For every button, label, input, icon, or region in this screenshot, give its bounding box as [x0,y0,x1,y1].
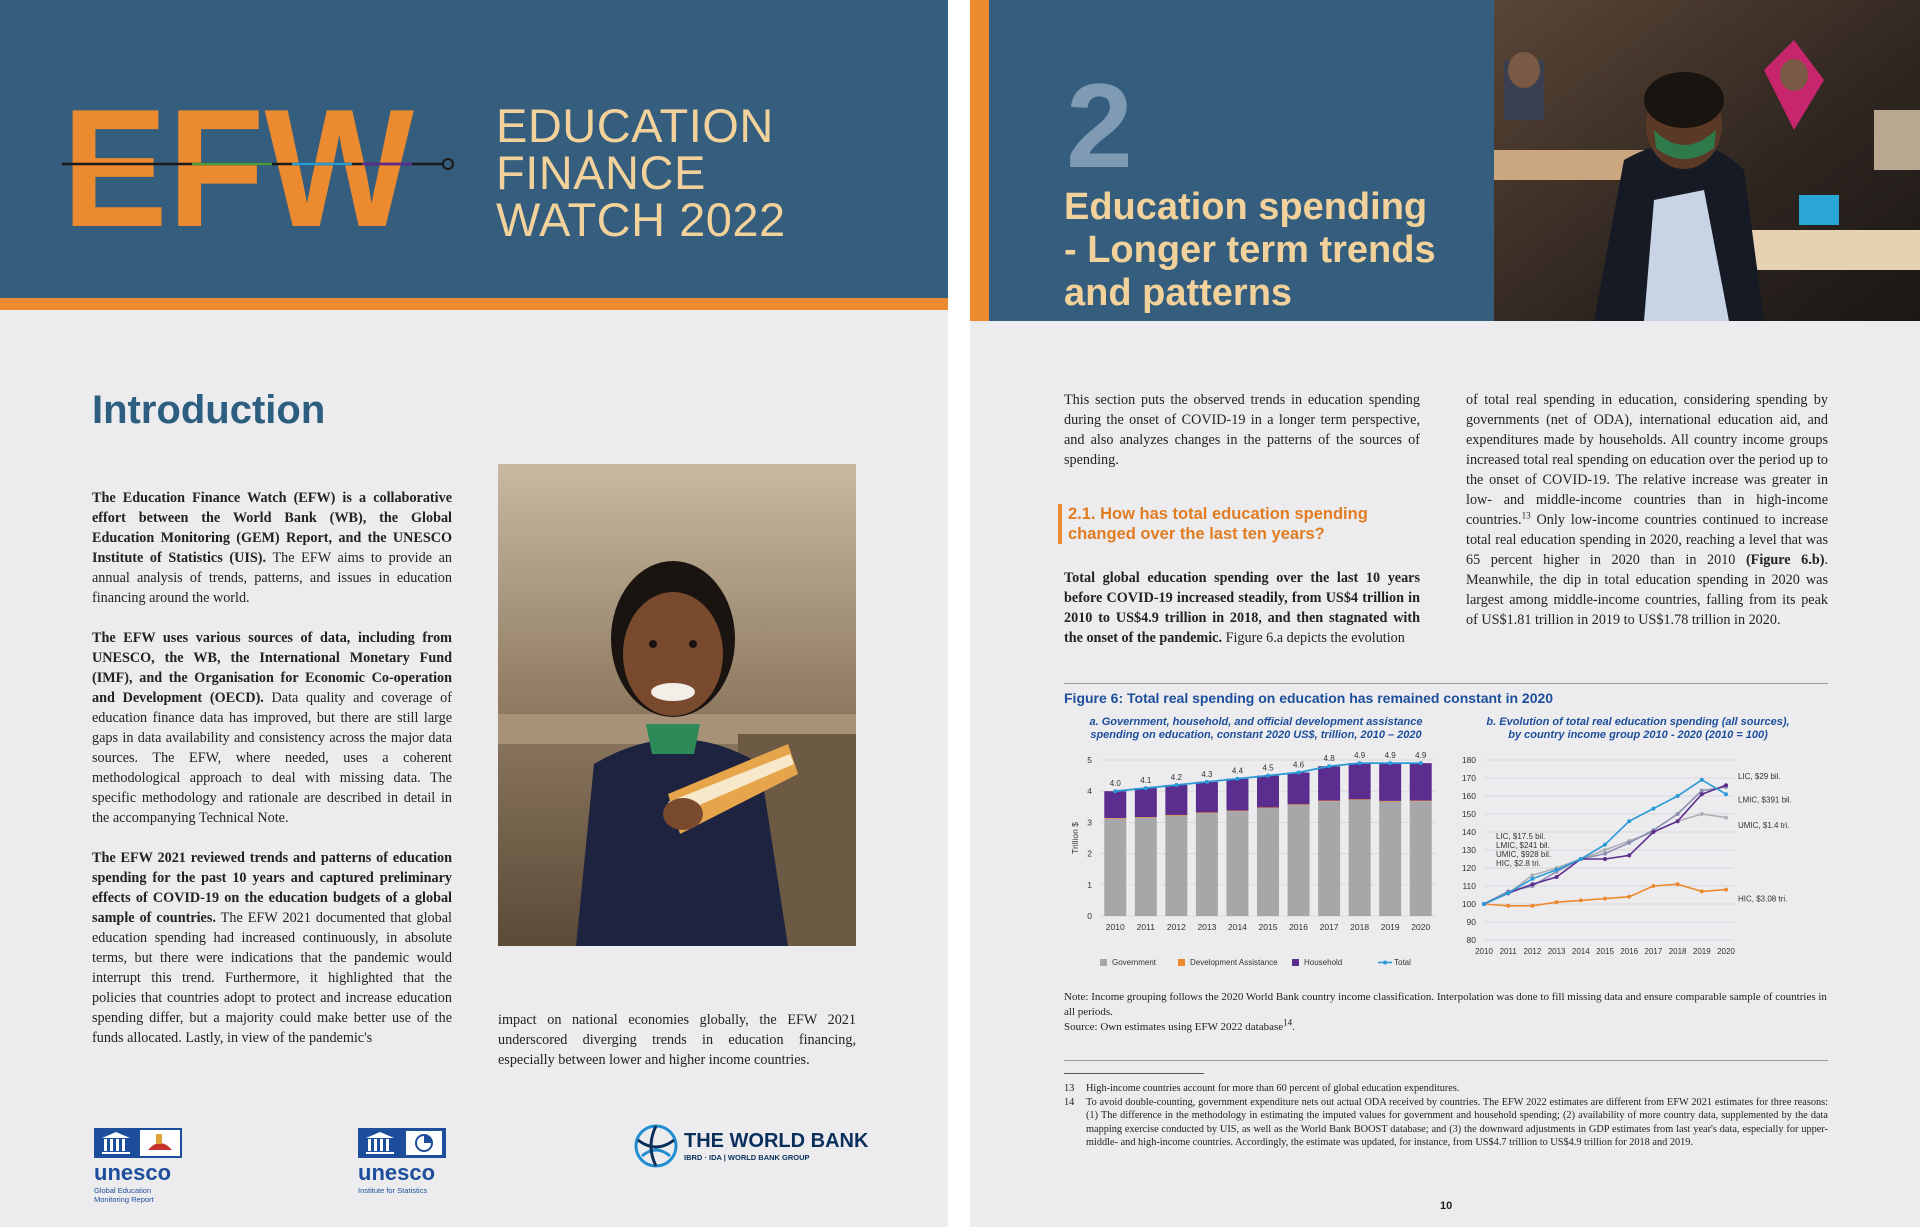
legend-label: Development Assistance [1190,958,1278,967]
data-label: 4.0 [1109,779,1121,789]
series-point [1603,852,1607,856]
y-tick-label: 2 [1087,848,1092,859]
paragraph [92,628,452,828]
series-point [1555,868,1559,872]
legend-label: Total [1394,958,1411,967]
series-point [1579,898,1583,902]
y-tick-label: 140 [1461,827,1476,837]
series-point [1651,807,1655,811]
x-tick-label: 2015 [1596,947,1614,956]
series-point [1555,900,1559,904]
figure-divider [1064,683,1828,684]
bar-segment [1104,791,1126,818]
y-tick-label: 150 [1461,809,1476,819]
footnote-number: 13 [1064,1083,1075,1094]
x-tick-label: 2018 [1350,922,1370,932]
footnote-ref[interactable]: 13 [1521,510,1531,521]
bar-segment [1165,815,1187,816]
section-heading: 2.1. How has total education spending changed over the last ten years? [1058,504,1408,544]
x-tick-label: 2020 [1717,947,1735,956]
footnote-rule [1064,1073,1204,1074]
total-point [1327,764,1331,768]
bar-segment [1135,818,1157,916]
x-tick-label: 2017 [1644,947,1663,956]
section-column-1-continued [1064,568,1420,668]
bar-segment [1135,788,1157,817]
introduction-heading: Introduction [92,388,326,432]
chapter-title [1064,186,1436,315]
chart-a-title [1066,716,1446,742]
end-label: LIC, $29 bil. [1738,772,1781,782]
paragraph [1064,568,1420,648]
footnotes [1064,1082,1828,1150]
x-tick-label: 2012 [1523,947,1542,956]
total-point [1297,770,1301,774]
y-tick-label: 130 [1461,845,1476,855]
bar-segment [1196,812,1218,813]
bar-segment [1318,766,1340,800]
x-tick-label: 2016 [1620,947,1639,956]
y-tick-label: 5 [1087,755,1092,765]
bar-segment [1349,800,1371,916]
y-tick-label: 1 [1087,879,1092,890]
bar-segment [1257,807,1279,808]
y-tick-label: 170 [1461,773,1476,783]
series-point [1530,882,1534,886]
legend-label: Government [1112,958,1157,967]
series-point [1724,888,1728,892]
series-point [1627,853,1631,857]
series-point [1700,789,1704,793]
figure-divider-bottom [1064,1060,1828,1061]
data-label: 4.5 [1262,763,1274,773]
legend-swatch [1383,961,1387,965]
x-tick-label: 2018 [1668,947,1687,956]
series-point [1676,819,1680,823]
efw-logo [62,76,470,246]
series-point [1627,895,1631,899]
bar-segment [1196,813,1218,916]
x-tick-label: 2017 [1319,922,1339,932]
paragraph-text: Only low-income countries continued to increase total real education spending in 2020, reaching a level that was 65 percent higher in 2020 than in 2010 [1466,512,1828,568]
paragraph [1466,390,1828,630]
bar-segment [1379,801,1401,802]
chart-title-line: a. Government, household, and official development assistance [1089,716,1423,728]
paragraph-text: Figure 6.a depicts the evolution [1222,630,1405,646]
bar-segment [1257,808,1279,916]
unesco-wordmark: unesco [94,1160,172,1185]
x-tick-label: 2016 [1289,922,1309,932]
series-point [1530,873,1534,877]
start-label: LIC, $17.5 bil. [1496,832,1546,842]
unesco-uis-subtitle [358,1186,427,1195]
section-column-2 [1466,390,1828,650]
paragraph-lead: Total global education spending over the last 10 years before COVID-19 increased steadily, from US$4 trillion in 2010 to US$4.9 trillion in 2018, and then stagnated with the onset of the pandemic. [1064,570,1420,646]
left-page [0,0,948,1227]
y-tick-label: 3 [1087,817,1092,828]
report-title-line: EDUCATION [496,99,774,152]
header-accent-stripe [0,298,948,310]
series-point [1603,843,1607,847]
data-label: 4.9 [1415,751,1427,761]
report-title-line: FINANCE [496,146,706,199]
paragraph-text: The EFW 2021 documented that global education spending had increased continuously, in absolute terms, but there were indications that the pandemic would interrupt this trend. Furthermore, it highlighted that the policies that countries adopt to protect and increase education spending differ, but a majority could make better use of the funds allocated. Lastly, in view of the pandemic's [92,910,452,1046]
chart-title-line: spending on education, constant 2020 US$, trillion, 2010 – 2020 [1090,729,1422,741]
bar-segment [1349,799,1371,800]
series-point [1676,812,1680,816]
series-point [1724,792,1728,796]
y-tick-label: 180 [1461,755,1476,765]
paragraph-lead: The Education Finance Watch (EFW) is a collaborative effort between the World Bank (WB), the Global Education Monitoring (GEM) Report, and the UNESCO Institute of Statistics (UIS). [92,490,452,566]
series-point [1482,902,1486,906]
total-point [1205,780,1209,784]
unesco-temple-icon [358,1128,446,1158]
data-label: 4.4 [1231,766,1244,776]
paragraph-text: Data quality and coverage of education finance data has improved, but there are still large gaps in data availability and consistency across the major data sources. The EFW, where needed, uses a coherent methodological approach to deal with missing data. The specific methodology and rationale are described in detail in the accompanying Technical Note. [92,690,452,826]
legend-swatch [1292,959,1299,966]
bar-segment [1410,801,1432,802]
series-point [1700,792,1704,796]
total-point [1358,761,1362,765]
bar-segment [1410,801,1432,916]
bar-segment [1104,818,1126,819]
total-point [1266,774,1270,778]
series-point [1530,904,1534,908]
chapter-title-line: Education spending [1064,186,1428,228]
logo-subtitle-line: Monitoring Report [94,1195,154,1204]
end-label: HIC, $3.08 tri. [1738,894,1788,904]
data-label: 4.3 [1201,769,1213,779]
data-label: 4.8 [1323,754,1335,764]
total-point [1235,777,1239,781]
series-point [1724,783,1728,787]
series-point [1627,841,1631,845]
bar-segment [1104,819,1126,916]
y-axis-label: Trillion $ [1070,822,1080,854]
series-point [1700,778,1704,782]
data-label: 4.9 [1384,751,1396,761]
bar-segment [1135,817,1157,818]
world-bank-name: THE WORLD BANK [684,1130,869,1152]
series-point [1724,816,1728,820]
y-tick-label: 90 [1466,917,1476,927]
legend-swatch [1178,959,1185,966]
classroom-photo [1494,0,1920,321]
total-point [1174,783,1178,787]
paragraph [92,848,452,1048]
total-point [1419,761,1423,765]
series-point [1676,882,1680,886]
footnote [1064,1096,1828,1150]
series-point [1506,904,1510,908]
series-point [1651,884,1655,888]
bar-segment [1379,763,1401,801]
bar-segment [1226,779,1248,811]
girl-with-book-photo [498,464,856,946]
unesco-gem-subtitle [94,1186,154,1204]
figure-note [1064,990,1828,1035]
paragraph-text: of total real spending in education, considering spending by governments (net of ODA), international education aid, and expenditures made by households. All country income groups increased total real spending on education over the period up to the onset of COVID-19. The relative increase was greater in low- and middle-income countries than in high-income countries. [1466,392,1828,528]
report-title-line: WATCH 2022 [496,193,786,246]
bar-segment [1165,816,1187,916]
figure-title: Figure 6: Total real spending on education has remained constant in 2020 [1064,690,1554,706]
source-text: Source: Own estimates using EFW 2022 database [1064,1021,1284,1033]
data-label: 4.9 [1354,751,1366,761]
start-label: LMIC, $241 bil. [1496,841,1550,851]
series-point [1530,877,1534,881]
y-tick-label: 0 [1087,911,1092,921]
right-page [970,0,1920,1227]
data-label: 4.6 [1292,760,1305,770]
introduction-column-1 [92,488,452,1068]
page-number: 10 [1440,1200,1453,1212]
x-tick-label: 2010 [1105,922,1125,932]
logo-subtitle-line: Institute for Statistics [358,1186,428,1195]
chart-a-stacked-bars [1064,748,1444,978]
x-tick-label: 2011 [1136,922,1155,932]
y-tick-label: 80 [1466,935,1476,945]
x-tick-label: 2012 [1166,922,1186,932]
bar-segment [1379,801,1401,916]
series-point [1506,891,1510,895]
footnote-text: High-income countries account for more than 60 percent of global education expenditures. [1086,1083,1460,1094]
x-tick-label: 2013 [1197,922,1217,932]
unesco-temple-icon [94,1128,182,1158]
series-point [1603,848,1607,852]
series-point [1700,812,1704,816]
introduction-column-2: impact on national economies globally, the EFW 2021 underscored diverging trends in education financing, especially between lower and higher income countries. [498,1012,856,1068]
x-tick-label: 2019 [1692,947,1711,956]
paragraph [92,488,452,608]
bar-segment [1226,811,1248,916]
note-line: Note: Income grouping follows the 2020 World Bank country income classification. Interpolation was done to fill missing data and ensure comparable sample of countries in all periods. [1064,991,1827,1018]
bar-segment [1165,785,1187,815]
footnote-ref[interactable]: 14 [1283,1017,1293,1028]
x-tick-label: 2010 [1475,947,1493,956]
series-point [1555,875,1559,879]
chapter-title-line: and patterns [1064,272,1293,314]
chart-b-index-lines [1448,748,1832,978]
x-tick-label: 2020 [1411,922,1431,932]
footnote-number: 14 [1064,1096,1075,1108]
bar-segment [1288,772,1310,804]
bar-segment [1226,811,1248,812]
chart-title-line: by country income group 2010 - 2020 (2010 = 100) [1508,729,1768,741]
y-tick-label: 110 [1462,881,1476,891]
bar-segment [1349,763,1371,799]
report-title [496,99,786,246]
x-tick-label: 2014 [1227,922,1247,932]
x-tick-label: 2014 [1571,947,1590,956]
paragraph-text: The EFW aims to provide an annual analysis of trends, patterns, and issues in education financing around the world. [92,550,452,606]
bar-segment [1288,805,1310,916]
y-tick-label: 4 [1087,786,1092,797]
footnote [1064,1082,1828,1096]
paragraph-text: . Meanwhile, the dip in total education spending in 2020 was largest among middle-income countries, falling from its peak of US$1.81 trillion in 2019 to US$1.78 trillion in 2020. [1466,552,1828,628]
svg-text:EFW: EFW [62,76,415,246]
y-tick-label: 100 [1461,899,1476,909]
y-tick-label: 120 [1461,863,1476,873]
data-label: 4.1 [1140,776,1152,786]
chart-title-line: b. Evolution of total real education spending (all sources), [1486,716,1790,728]
source-line: Source: Own estimates using EFW 2022 database$^{14}$. [1064,1017,1295,1033]
intro-paragraph: This section puts the observed trends in education spending during the onset of COVID-19 in a longer term perspective, and also analyzes changes in the patterns of the sources of spending. [1064,392,1420,468]
end-label: LMIC, $391 bil. [1738,795,1792,805]
paragraph-lead: The EFW 2021 reviewed trends and patterns of education spending for the past 10 years and captured preliminary effects of COVID-19 on the education budgets of a global sample of countries. [92,850,452,926]
chapter-title-line: - Longer term trends [1064,229,1436,271]
x-tick-label: 2015 [1258,922,1278,932]
footnote-text: To avoid double-counting, government expenditure nets out actual ODA received by countries. The EFW 2022 estimates are different from EFW 2021 estimates for three reasons: (1) The difference in the methodology in estimating the imputed values for government and household spending; (2) availability of more country data, supplemented by the data mapping exercise conducted by UIS, as well as the World Bank BOOST database; and (3) the downward adjustments in GDP estimates from last year's data, especially for upper-middle- and high-income countries. Accordingly, the estimate was updated, for instance, from US$4.7 trillion to US$4.9 trillion for 2018 and 2019. [1086,1096,1828,1148]
world-bank-subtitle: IBRD · IDA | WORLD BANK GROUP [684,1153,810,1162]
legend-swatch [1100,959,1107,966]
series-point [1603,897,1607,901]
section-column-1 [1064,390,1420,490]
unesco-wordmark: unesco [358,1160,436,1185]
chapter-accent-bar [970,0,989,321]
data-label: 4.2 [1170,772,1182,782]
legend-label: Household [1304,958,1343,967]
bar-segment [1410,763,1432,800]
series-point [1700,889,1704,893]
logo-subtitle-line: Global Education [94,1186,152,1195]
series-point [1676,794,1680,798]
series-point [1627,819,1631,823]
series-point [1651,830,1655,834]
total-point [1388,761,1392,765]
y-tick-label: 160 [1461,791,1476,801]
series-point [1579,857,1583,861]
bar-segment [1318,801,1340,802]
figure-ref: (Figure 6.b) [1745,552,1825,568]
series-point [1603,857,1607,861]
start-label: UMIC, $928 bil. [1496,850,1552,860]
x-tick-label: 2019 [1380,922,1400,932]
x-tick-label: 2013 [1547,947,1566,956]
total-point [1144,786,1148,790]
x-tick-label: 2011 [1499,947,1517,956]
bar-segment [1318,801,1340,916]
bar-segment [1257,776,1279,808]
total-point [1113,789,1117,793]
series-line [1484,884,1726,906]
start-label: HIC, $2.8 tri. [1496,859,1541,869]
chart-b-title [1448,716,1828,742]
bar-segment [1288,804,1310,805]
bar-segment [1196,782,1218,813]
end-label: UMIC, $1.4 tri. [1738,820,1790,830]
chapter-number: 2 [1066,59,1133,193]
paragraph-lead: The EFW uses various sources of data, including from UNESCO, the WB, the International Monetary Fund (IMF), and the Organisation for Economic Co-operation and Development (OECD). [92,630,452,706]
